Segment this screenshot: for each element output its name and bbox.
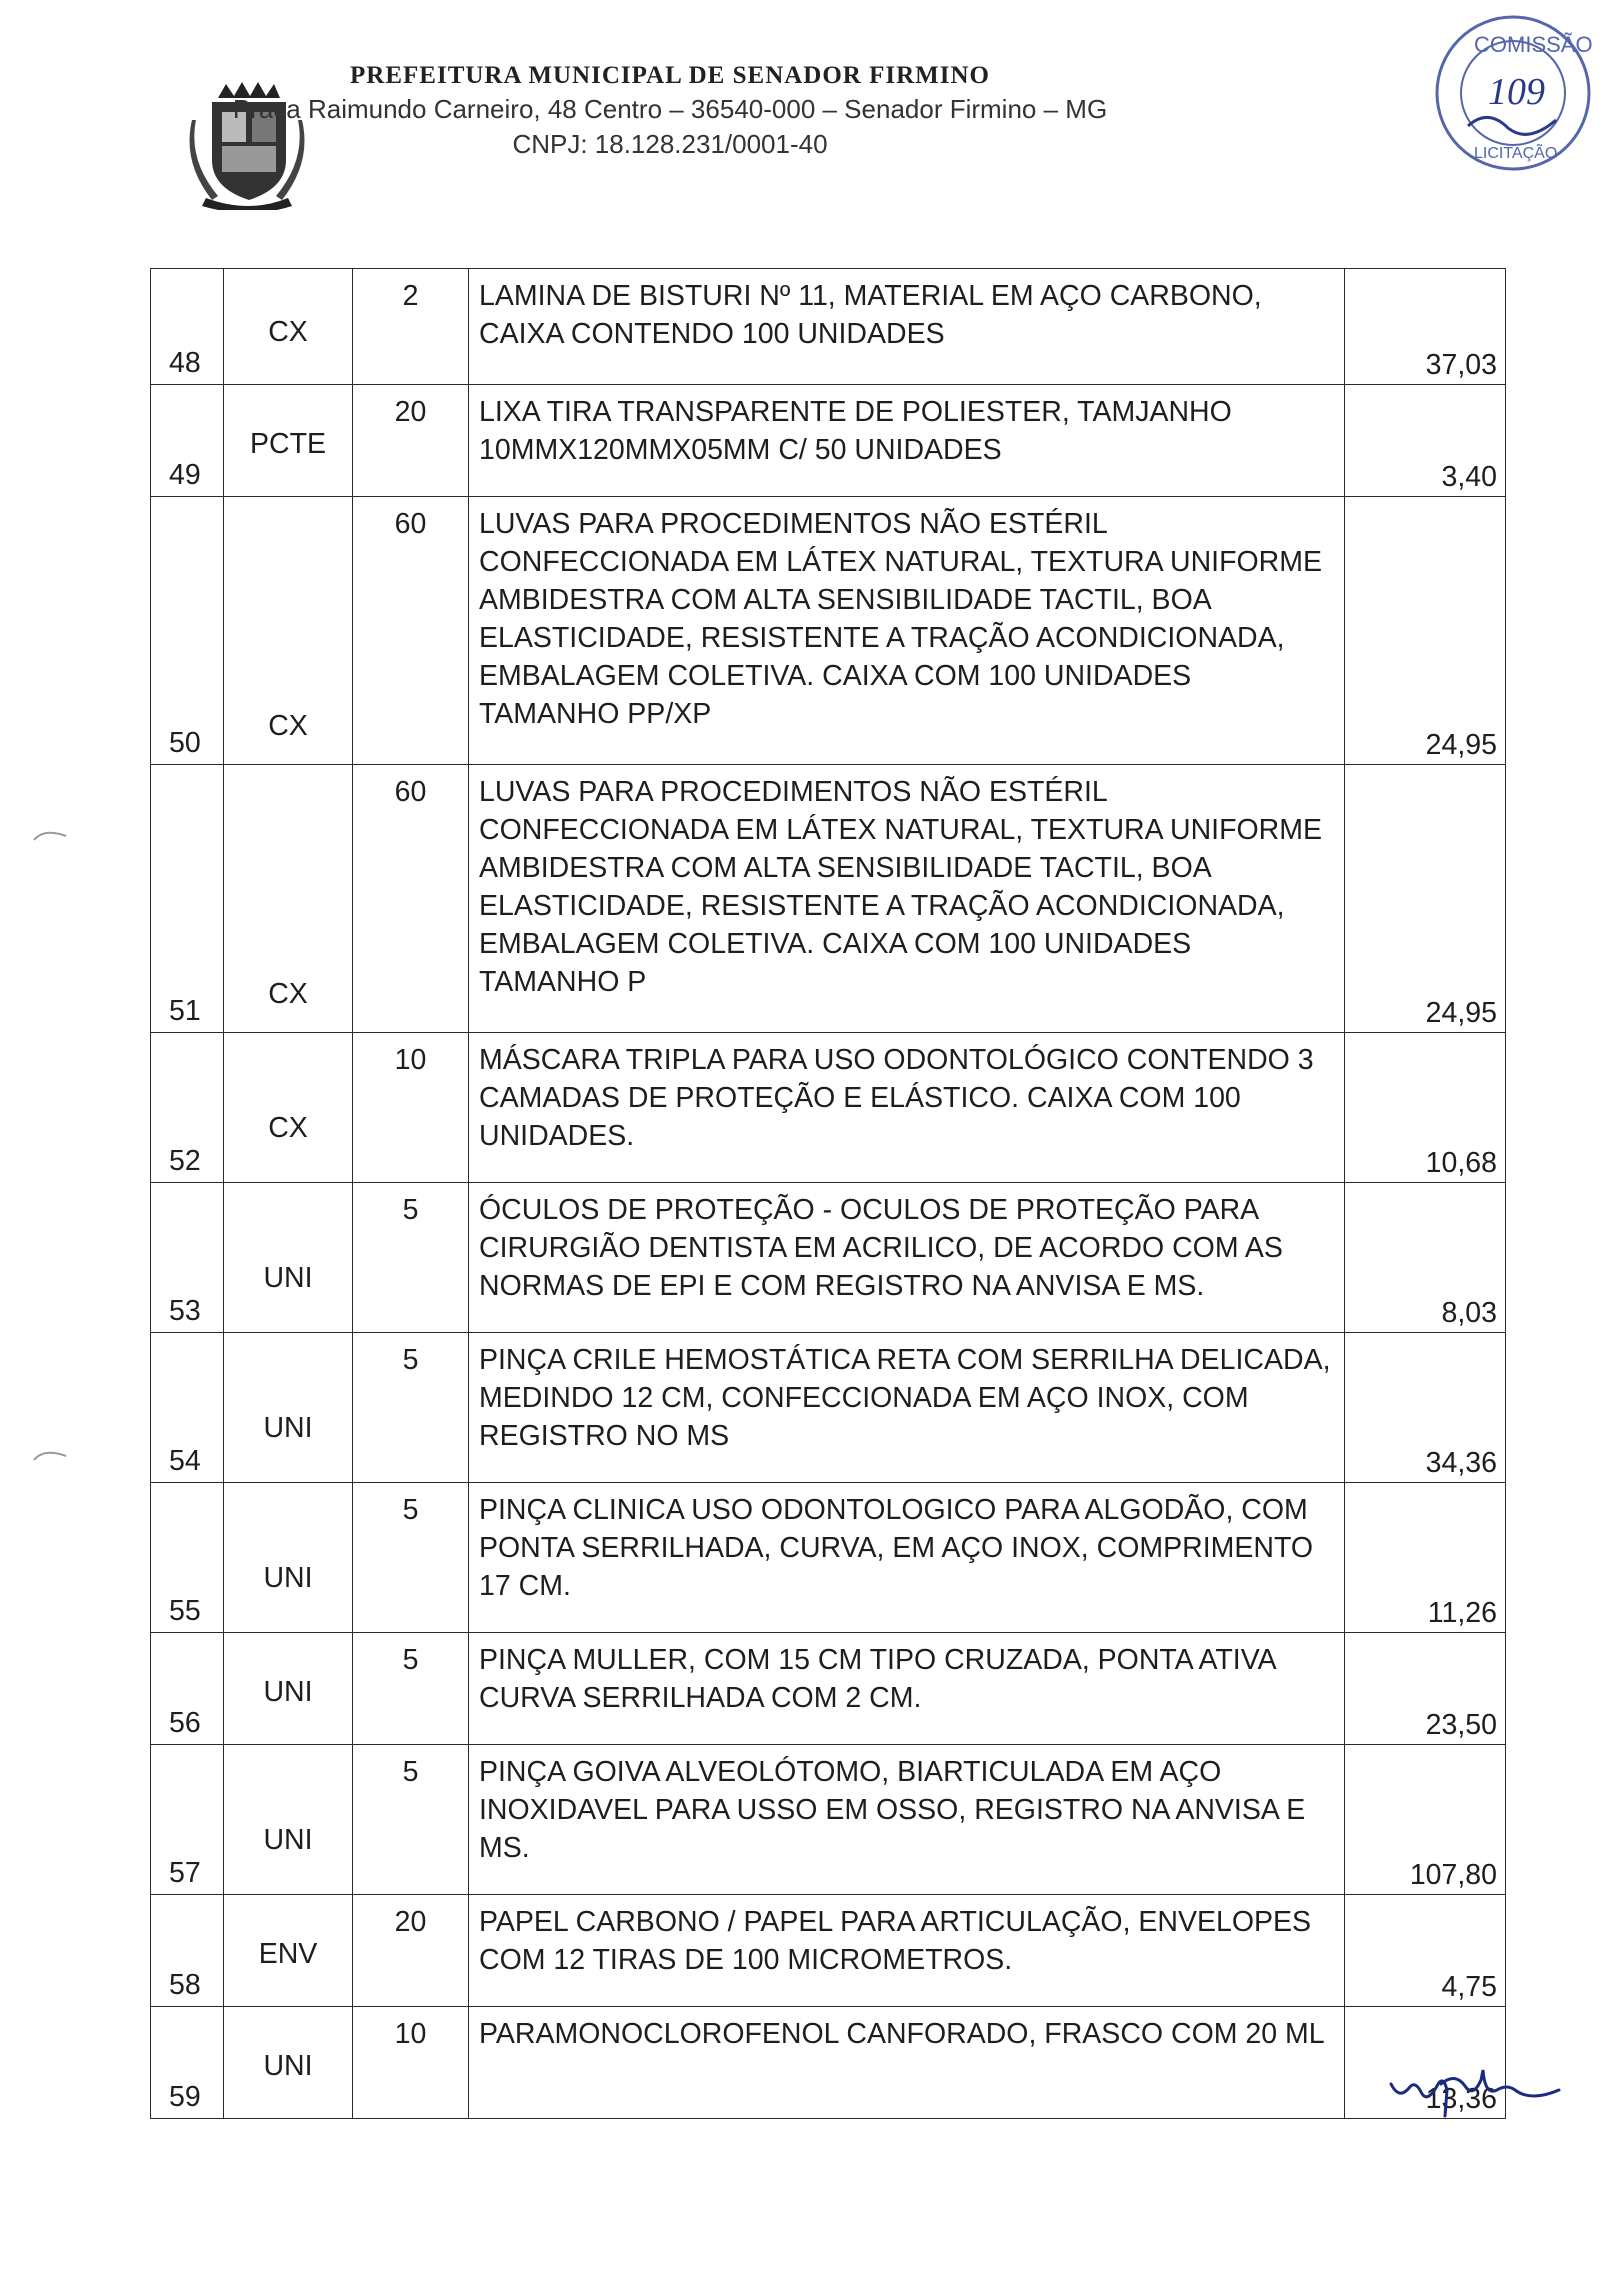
item-unit-cell xyxy=(224,1633,353,1745)
item-number: 58 xyxy=(169,1969,201,2001)
handwritten-signature xyxy=(1385,2050,1565,2120)
item-unit-cell xyxy=(224,765,353,1033)
item-number-cell xyxy=(151,1745,224,1895)
item-qty: 20 xyxy=(394,396,427,428)
table-row xyxy=(151,385,1506,497)
item-price: 13,36 xyxy=(1425,2083,1497,2115)
item-number-cell xyxy=(151,2007,224,2119)
item-unit-cell xyxy=(224,1745,353,1895)
item-number: 52 xyxy=(169,1145,201,1177)
stamp-bottom-text: LICITAÇÃO xyxy=(1474,145,1558,162)
item-unit-cell xyxy=(224,2007,353,2119)
table-row xyxy=(151,1033,1506,1183)
item-number: 53 xyxy=(169,1295,201,1327)
item-number: 48 xyxy=(169,347,201,379)
item-description-cell xyxy=(469,1633,1345,1745)
item-number: 54 xyxy=(169,1445,201,1477)
item-qty-cell xyxy=(353,497,469,765)
item-description: PARAMONOCLOROFENOL CANFORADO, FRASCO COM 20 ML xyxy=(479,2018,1325,2050)
item-price: 11,26 xyxy=(1427,1597,1497,1629)
item-price-cell xyxy=(1345,1895,1506,2007)
item-qty: 5 xyxy=(402,1344,419,1376)
item-price: 24,95 xyxy=(1425,729,1497,761)
page-header xyxy=(0,0,1600,230)
item-description-cell xyxy=(469,269,1345,385)
item-unit: CX xyxy=(268,316,308,348)
item-number-cell xyxy=(151,1183,224,1333)
item-price: 107,80 xyxy=(1409,1859,1497,1891)
item-qty: 5 xyxy=(402,1194,419,1226)
item-description: PINÇA CLINICA USO ODONTOLOGICO PARA ALGODÃO, COM PONTA SERRILHADA, CURVA, EM AÇO INOX, COMPRIMENTO 17 CM. xyxy=(479,1494,1314,1602)
item-description: PINÇA MULLER, COM 15 CM TIPO CRUZADA, PONTA ATIVA CURVA SERRILHADA COM 2 CM. xyxy=(479,1644,1276,1714)
item-price: 8,03 xyxy=(1441,1297,1497,1329)
item-qty-cell xyxy=(353,1033,469,1183)
item-number-cell xyxy=(151,1483,224,1633)
item-number-cell xyxy=(151,1633,224,1745)
item-qty: 10 xyxy=(394,1044,427,1076)
item-price-cell xyxy=(1345,269,1506,385)
table-row xyxy=(151,2007,1506,2119)
item-unit: ENV xyxy=(258,1938,318,1970)
table-row xyxy=(151,1483,1506,1633)
item-number-cell xyxy=(151,497,224,765)
item-description: MÁSCARA TRIPLA PARA USO ODONTOLÓGICO CONTENDO 3 CAMADAS DE PROTEÇÃO E ELÁSTICO. CAIXA COM 100 UNIDADES. xyxy=(479,1044,1314,1152)
table-row xyxy=(151,1333,1506,1483)
item-number: 59 xyxy=(169,2081,201,2113)
item-qty-cell xyxy=(353,1633,469,1745)
margin-mark xyxy=(32,828,68,842)
item-price: 3,40 xyxy=(1441,461,1497,493)
item-price-cell xyxy=(1345,1633,1506,1745)
item-number: 56 xyxy=(169,1707,201,1739)
item-price-cell xyxy=(1345,1333,1506,1483)
item-qty: 10 xyxy=(394,2018,427,2050)
item-description-cell xyxy=(469,1895,1345,2007)
item-number: 49 xyxy=(169,459,201,491)
item-price: 34,36 xyxy=(1425,1447,1497,1479)
item-description-cell xyxy=(469,1333,1345,1483)
item-price: 37,03 xyxy=(1425,349,1497,381)
item-qty-cell xyxy=(353,1895,469,2007)
item-unit: PCTE xyxy=(249,428,326,460)
item-qty-cell xyxy=(353,1745,469,1895)
item-unit: UNI xyxy=(263,1562,313,1594)
item-price-cell xyxy=(1345,1183,1506,1333)
item-unit-cell xyxy=(224,1483,353,1633)
item-unit-cell xyxy=(224,497,353,765)
item-unit: UNI xyxy=(263,1676,313,1708)
item-description-cell xyxy=(469,2007,1345,2119)
item-price-cell xyxy=(1345,1745,1506,1895)
table-row xyxy=(151,497,1506,765)
item-price-cell xyxy=(1345,497,1506,765)
stamp-top-text: COMISSÃO xyxy=(1474,32,1593,57)
item-number-cell xyxy=(151,1033,224,1183)
item-description-cell xyxy=(469,497,1345,765)
item-description: PINÇA CRILE HEMOSTÁTICA RETA COM SERRILHA DELICADA, MEDINDO 12 CM, CONFECCIONADA EM AÇO INOX, COM REGISTRO NO MS xyxy=(479,1344,1331,1452)
item-qty-cell xyxy=(353,2007,469,2119)
item-unit: CX xyxy=(268,978,308,1010)
item-qty-cell xyxy=(353,385,469,497)
municipality-title: PREFEITURA MUNICIPAL DE SENADOR FIRMINO xyxy=(350,62,990,89)
item-qty-cell xyxy=(353,1183,469,1333)
item-qty: 60 xyxy=(394,508,427,540)
table-row xyxy=(151,1633,1506,1745)
item-unit: UNI xyxy=(263,1262,313,1294)
item-number-cell xyxy=(151,269,224,385)
item-qty: 20 xyxy=(394,1906,427,1938)
item-price-cell xyxy=(1345,1483,1506,1633)
items-table xyxy=(150,268,1506,2119)
item-description-cell xyxy=(469,1033,1345,1183)
item-description: ÓCULOS DE PROTEÇÃO - OCULOS DE PROTEÇÃO PARA CIRURGIÃO DENTISTA EM ACRILICO, DE ACORDO COM AS NORMAS DE EPI E COM REGISTRO NA ANVISA E MS. xyxy=(479,1194,1283,1302)
item-price: 4,75 xyxy=(1441,1971,1497,2003)
item-unit-cell xyxy=(224,1033,353,1183)
item-unit-cell xyxy=(224,1895,353,2007)
item-unit: UNI xyxy=(263,1412,313,1444)
item-number-cell xyxy=(151,1895,224,2007)
item-qty-cell xyxy=(353,1333,469,1483)
table-row xyxy=(151,1745,1506,1895)
item-price: 24,95 xyxy=(1425,997,1497,1029)
item-price: 23,50 xyxy=(1425,1709,1497,1741)
item-description: LAMINA DE BISTURI Nº 11, MATERIAL EM AÇO CARBONO, CAIXA CONTENDO 100 UNIDADES xyxy=(479,280,1262,350)
table-row xyxy=(151,1183,1506,1333)
margin-mark xyxy=(32,1448,68,1462)
item-unit-cell xyxy=(224,1183,353,1333)
item-qty: 60 xyxy=(394,776,427,808)
item-number-cell xyxy=(151,385,224,497)
municipality-address: Praça Raimundo Carneiro, 48 Centro – 36540-000 – Senador Firmino – MG xyxy=(232,94,1108,124)
item-unit-cell xyxy=(224,385,353,497)
table-row xyxy=(151,1895,1506,2007)
item-number: 50 xyxy=(169,727,201,759)
item-number-cell xyxy=(151,1333,224,1483)
item-description-cell xyxy=(469,1745,1345,1895)
item-unit-cell xyxy=(224,1333,353,1483)
item-description-cell xyxy=(469,1483,1345,1633)
commission-stamp xyxy=(1428,8,1598,178)
item-price-cell xyxy=(1345,765,1506,1033)
item-description-cell xyxy=(469,765,1345,1033)
municipality-cnpj: CNPJ: 18.128.231/0001-40 xyxy=(512,129,828,159)
item-description-cell xyxy=(469,385,1345,497)
item-description: LIXA TIRA TRANSPARENTE DE POLIESTER, TAMJANHO 10MMX120MMX05MM C/ 50 UNIDADES xyxy=(479,396,1232,466)
item-qty: 5 xyxy=(402,1494,419,1526)
item-qty: 5 xyxy=(402,1756,419,1788)
item-description: LUVAS PARA PROCEDIMENTOS NÃO ESTÉRIL CONFECCIONADA EM LÁTEX NATURAL, TEXTURA UNIFORME AMBIDESTRA COM ALTA SENSIBILIDADE TACTIL, BOA ELASTICIDADE, RESISTENTE A TRAÇÃO ACONDICIONADA, EMBALAGEM COLETIVA. CAIXA COM 100 UNIDADES TAMANHO PP/XP xyxy=(479,508,1322,730)
item-qty-cell xyxy=(353,765,469,1033)
item-description-cell xyxy=(469,1183,1345,1333)
item-description: PINÇA GOIVA ALVEOLÓTOMO, BIARTICULADA EM AÇO INOXIDAVEL PARA USSO EM OSSO, REGISTRO NA ANVISA E MS. xyxy=(479,1756,1306,1864)
item-unit: CX xyxy=(268,1112,308,1144)
table-row xyxy=(151,765,1506,1033)
item-price-cell xyxy=(1345,385,1506,497)
item-unit: UNI xyxy=(263,1824,313,1856)
item-qty: 5 xyxy=(402,1644,419,1676)
stamp-handwritten-number: 109 xyxy=(1488,71,1545,113)
item-price-cell xyxy=(1345,1033,1506,1183)
item-number-cell xyxy=(151,765,224,1033)
item-unit: UNI xyxy=(263,2050,313,2082)
table-row xyxy=(151,269,1506,385)
item-unit-cell xyxy=(224,269,353,385)
item-qty-cell xyxy=(353,269,469,385)
item-number: 51 xyxy=(169,995,201,1027)
item-description: PAPEL CARBONO / PAPEL PARA ARTICULAÇÃO, ENVELOPES COM 12 TIRAS DE 100 MICROMETROS. xyxy=(479,1906,1312,1976)
item-unit: CX xyxy=(268,710,308,742)
item-qty: 2 xyxy=(402,280,419,312)
item-description: LUVAS PARA PROCEDIMENTOS NÃO ESTÉRIL CONFECCIONADA EM LÁTEX NATURAL, TEXTURA UNIFORME AMBIDESTRA COM ALTA SENSIBILIDADE TACTIL, BOA ELASTICIDADE, RESISTENTE A TRAÇÃO ACONDICIONADA, EMBALAGEM COLETIVA. CAIXA COM 100 UNIDADES TAMANHO P xyxy=(479,776,1322,998)
item-number: 55 xyxy=(169,1595,201,1627)
item-number: 57 xyxy=(169,1857,201,1889)
item-price: 10,68 xyxy=(1425,1147,1497,1179)
item-qty-cell xyxy=(353,1483,469,1633)
